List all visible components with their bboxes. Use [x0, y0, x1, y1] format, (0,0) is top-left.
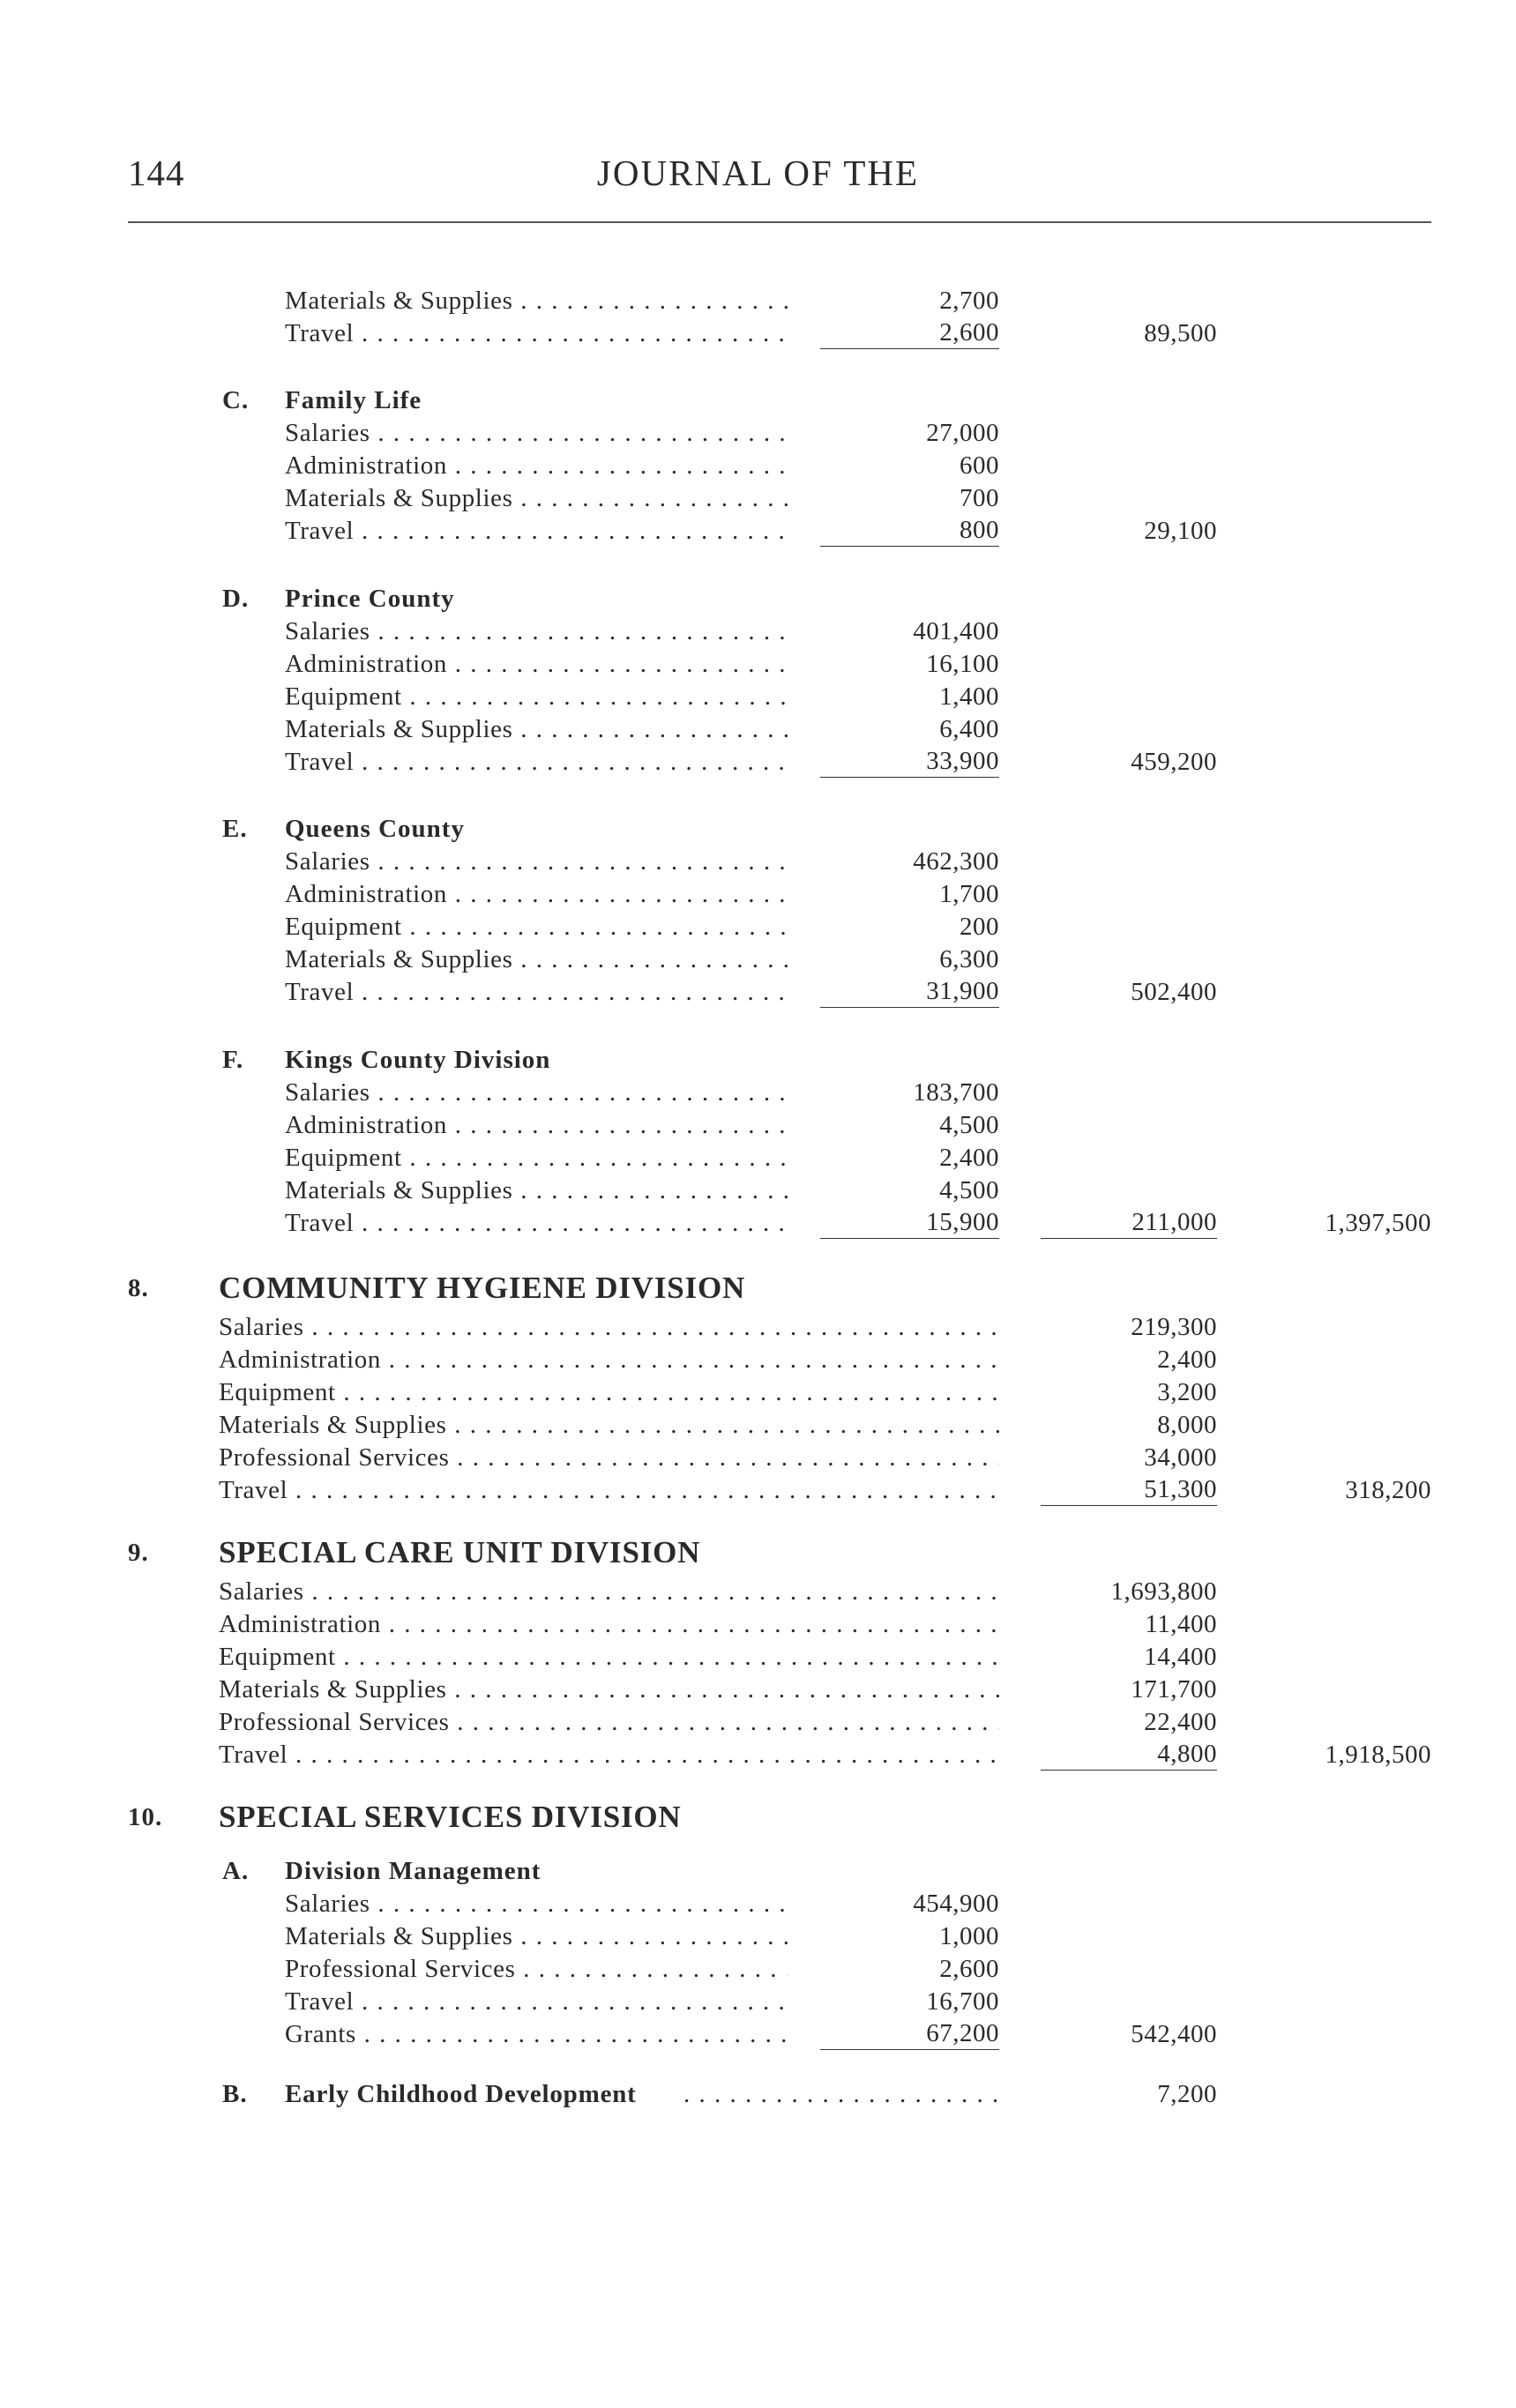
section-title: Prince County — [285, 585, 455, 613]
line-item-label: Salaries . . . — [285, 845, 788, 878]
table-row — [0, 1206, 1516, 1240]
section-heading — [0, 1043, 1516, 1077]
amount-c2: 11,400 — [1145, 1610, 1217, 1638]
table-row — [0, 1473, 1516, 1507]
table-row — [0, 1310, 1516, 1344]
amount-c2: 34,000 — [1144, 1443, 1217, 1472]
table-row — [0, 910, 1516, 943]
line-item-label: Materials & Supplies . . . — [285, 481, 788, 515]
table-row — [0, 317, 1516, 350]
section-title: Family Life — [285, 386, 422, 414]
amount-c2: 29,100 — [1144, 517, 1217, 545]
line-item-label: Equipment . . . — [285, 1141, 788, 1174]
line-item-label: Materials & Supplies . . . — [219, 1408, 999, 1442]
section-letter: C. — [222, 386, 250, 414]
table-row — [0, 647, 1516, 681]
amount-c2: 502,400 — [1131, 978, 1217, 1006]
table-row — [0, 1640, 1516, 1674]
line-item-label: Materials & Supplies . . . — [285, 943, 788, 976]
division-title: SPECIAL SERVICES DIVISION — [219, 1800, 682, 1834]
table-row — [0, 1076, 1516, 1109]
table-row — [0, 284, 1516, 317]
table-row — [0, 975, 1516, 1009]
section-heading — [0, 812, 1516, 846]
amount-c1: 15,900 — [820, 1206, 999, 1239]
table-row — [0, 1673, 1516, 1706]
amount-c3: 1,397,500 — [1325, 1209, 1431, 1237]
line-item-label: Materials & Supplies . . . — [285, 1174, 788, 1207]
line-item-label: Equipment . . . — [219, 1375, 999, 1409]
line-item-label: Salaries . . . — [285, 1076, 788, 1109]
table-row — [0, 615, 1516, 648]
page-number: 144 — [128, 153, 185, 193]
amount-c1: 4,500 — [939, 1176, 999, 1204]
table-row — [0, 1408, 1516, 1442]
section-heading — [0, 1854, 1516, 1888]
section-title: Kings County Division — [285, 1046, 551, 1074]
table-row — [0, 1141, 1516, 1174]
amount-c1: 454,900 — [913, 1890, 999, 1918]
line-item-label: Salaries . . . — [219, 1310, 999, 1344]
line-item-label: Travel . . . — [285, 1206, 788, 1240]
table-row — [0, 1705, 1516, 1739]
amount-c1: 1,700 — [939, 880, 999, 908]
division-heading — [0, 1532, 1516, 1573]
amount-c1: 31,900 — [820, 975, 999, 1008]
table-row — [0, 1375, 1516, 1409]
amount-c1: 2,600 — [820, 317, 999, 349]
line-item-label: Materials & Supplies . . . — [285, 284, 788, 317]
header-rule — [128, 221, 1431, 223]
amount-c2: 211,000 — [1041, 1206, 1217, 1239]
amount-c1: 2,700 — [939, 287, 999, 315]
table-row — [0, 877, 1516, 911]
section-letter: E. — [222, 815, 248, 843]
line-item-label: Salaries . . . — [285, 615, 788, 648]
line-item-label: Travel . . . — [285, 317, 788, 350]
division-heading — [0, 1268, 1516, 1308]
division-number: 8. — [128, 1274, 149, 1302]
amount-c1: 1,000 — [939, 1922, 999, 1950]
line-item-label: Travel . . . — [285, 514, 788, 548]
line-item-label: Administration . . . — [285, 449, 788, 482]
amount-c1: 600 — [960, 451, 999, 480]
amount-c1: 67,200 — [820, 2017, 999, 2050]
line-item-label: Administration . . . — [285, 1108, 788, 1142]
table-row — [0, 1441, 1516, 1474]
amount-c2: 1,693,800 — [1110, 1577, 1217, 1606]
table-row — [0, 1108, 1516, 1142]
amount-c2: 4,800 — [1041, 1738, 1217, 1771]
amount-c1: 16,700 — [926, 1987, 999, 2016]
line-item-label: Materials & Supplies . . . — [219, 1673, 999, 1706]
line-item-label: Salaries . . . — [285, 1887, 788, 1920]
line-item-label: Salaries . . . — [285, 416, 788, 450]
line-item-label: Equipment . . . — [219, 1640, 999, 1674]
amount-c1: 401,400 — [913, 617, 999, 645]
line-item-label: Travel . . . — [285, 745, 788, 779]
table-row — [0, 1920, 1516, 1953]
line-item-label: Equipment . . . — [285, 910, 788, 943]
dot-leader — [683, 2077, 997, 2111]
amount-c1: 2,600 — [939, 1955, 999, 1983]
amount-c2: 459,200 — [1131, 748, 1217, 776]
line-item-label: Administration . . . — [285, 647, 788, 681]
section-heading — [0, 582, 1516, 615]
table-row — [0, 712, 1516, 746]
section-letter: D. — [222, 585, 250, 613]
amount-c3: 1,918,500 — [1325, 1741, 1431, 1769]
amount-c2: 89,500 — [1144, 319, 1217, 347]
amount-c2: 7,200 — [1157, 2080, 1217, 2108]
table-row — [0, 514, 1516, 548]
amount-c1: 6,300 — [939, 945, 999, 973]
amount-c1: 183,700 — [913, 1078, 999, 1107]
section-heading — [0, 384, 1516, 417]
line-item-label: Administration . . . — [219, 1607, 999, 1641]
section-letter: F. — [222, 1046, 244, 1074]
line-item-label: Travel . . . — [285, 975, 788, 1009]
table-row — [0, 745, 1516, 779]
section-title: Division Management — [285, 1857, 541, 1885]
line-item-label: Salaries . . . — [219, 1575, 999, 1608]
line-item-label: Administration . . . — [285, 877, 788, 911]
line-item-label: Materials & Supplies . . . — [285, 1920, 788, 1953]
amount-c1: 6,400 — [939, 715, 999, 743]
table-row — [0, 845, 1516, 878]
amount-c2: 8,000 — [1157, 1411, 1217, 1439]
line-item-label: Travel . . . — [219, 1738, 999, 1771]
amount-c1: 4,500 — [939, 1111, 999, 1139]
amount-c1: 27,000 — [926, 419, 999, 447]
table-row — [0, 449, 1516, 482]
table-row — [0, 2017, 1516, 2051]
line-item-label: Professional Services . . . — [285, 1952, 788, 1986]
table-row — [0, 1607, 1516, 1641]
amount-c2: 3,200 — [1157, 1378, 1217, 1406]
amount-c1: 700 — [960, 484, 999, 512]
amount-c2: 22,400 — [1144, 1708, 1217, 1736]
line-item-label: Professional Services . . . — [219, 1441, 999, 1474]
section-title: Queens County — [285, 815, 465, 843]
section-title: Early Childhood Development — [285, 2080, 637, 2108]
amount-c2: 51,300 — [1041, 1473, 1217, 1506]
amount-c3: 318,200 — [1345, 1476, 1431, 1504]
amount-c1: 200 — [960, 913, 999, 941]
line-item-label: Equipment . . . — [285, 680, 788, 713]
table-row — [0, 1575, 1516, 1608]
table-row — [0, 1887, 1516, 1920]
table-row — [0, 680, 1516, 713]
line-item-label: Materials & Supplies . . . — [285, 712, 788, 746]
table-row — [0, 943, 1516, 976]
amount-c1: 462,300 — [913, 847, 999, 876]
amount-c1: 16,100 — [926, 650, 999, 678]
amount-c2: 171,700 — [1131, 1675, 1217, 1703]
table-row — [0, 1985, 1516, 2018]
journal-title: JOURNAL OF THE — [596, 153, 920, 193]
line-item-label: Grants . . . — [285, 2017, 788, 2051]
amount-c1: 800 — [820, 514, 999, 547]
table-row — [0, 481, 1516, 515]
amount-c1: 33,900 — [820, 745, 999, 778]
amount-c2: 14,400 — [1144, 1643, 1217, 1671]
table-row — [0, 416, 1516, 450]
division-title: COMMUNITY HYGIENE DIVISION — [219, 1271, 746, 1305]
amount-c1: 1,400 — [939, 682, 999, 711]
section-letter: B. — [222, 2080, 248, 2108]
division-heading — [0, 1797, 1516, 1838]
amount-c2: 219,300 — [1131, 1313, 1217, 1341]
amount-c2: 542,400 — [1131, 2020, 1217, 2048]
line-item-label: Travel . . . — [219, 1473, 999, 1507]
amount-c1: 2,400 — [939, 1144, 999, 1172]
section-heading — [0, 2077, 1516, 2111]
table-row — [0, 1952, 1516, 1986]
line-item-label: Professional Services . . . — [219, 1705, 999, 1739]
amount-c2: 2,400 — [1157, 1346, 1217, 1374]
table-row — [0, 1343, 1516, 1376]
division-number: 10. — [128, 1803, 163, 1831]
line-item-label: Administration . . . — [219, 1343, 999, 1376]
division-title: SPECIAL CARE UNIT DIVISION — [219, 1535, 701, 1569]
table-row — [0, 1174, 1516, 1207]
table-row — [0, 1738, 1516, 1771]
section-letter: A. — [222, 1857, 250, 1885]
line-item-label: Travel . . . — [285, 1985, 788, 2018]
division-number: 9. — [128, 1539, 149, 1567]
